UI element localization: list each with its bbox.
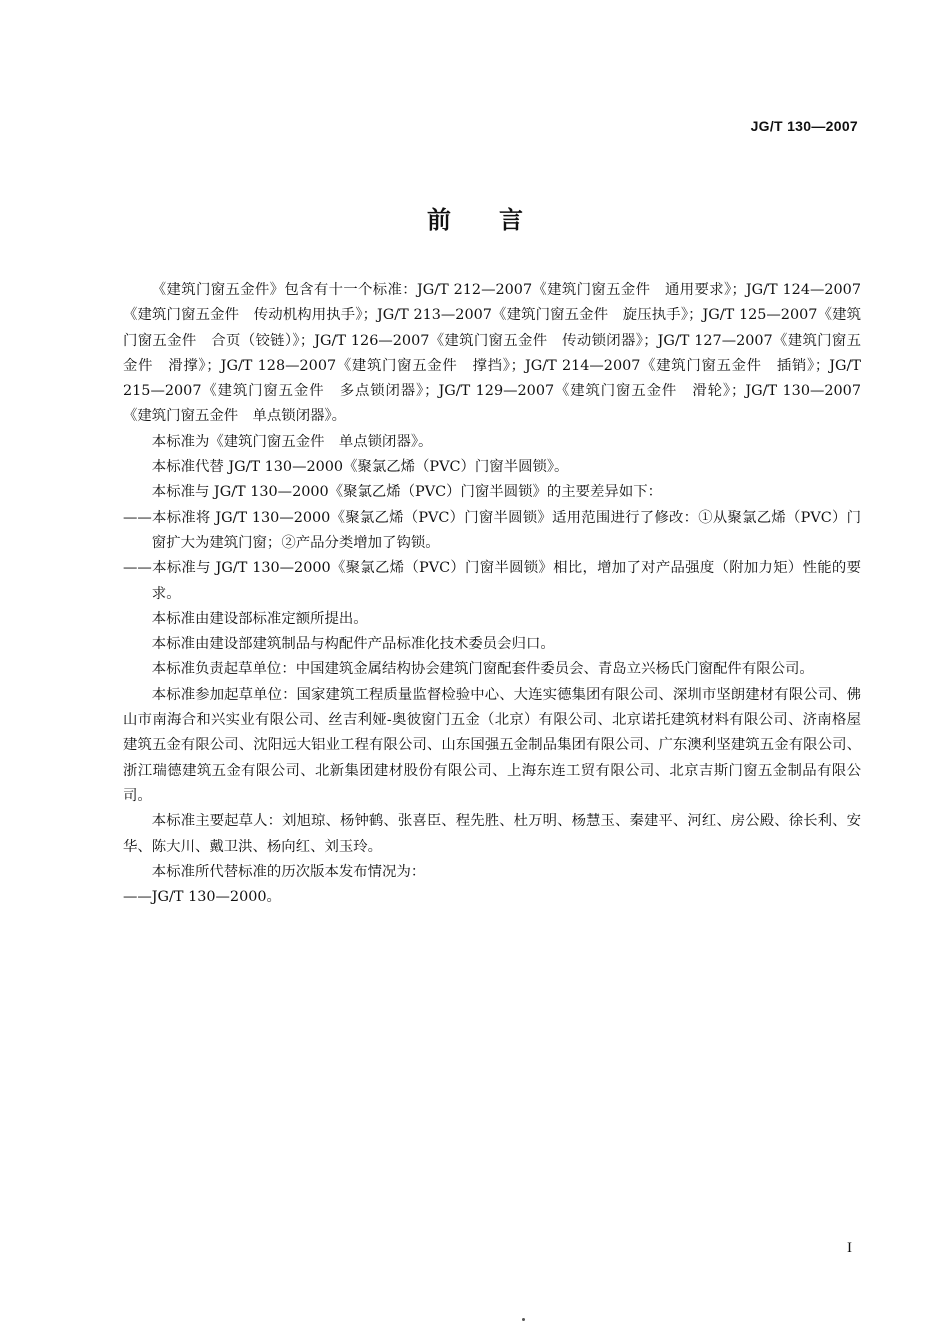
page-title: [0, 200, 950, 235]
title-char-2: 言: [499, 206, 523, 234]
paragraph-differences-intro: 本标准与 JG/T 130—2000《聚氯乙烯（PVC）门窗半圆锁》的主要差异如下：: [151, 484, 662, 501]
paragraph-proposed-by: 本标准由建设部标准定额所提出。: [151, 610, 368, 627]
scan-dot: [522, 1318, 525, 1321]
difference-item-1: ——本标准将 JG/T 130—2000《聚氯乙烯（PVC）门窗半圆锁》适用范围进行了修改：①从聚氯乙烯（PVC）门窗扩大为建筑门窗；②产品分类增加了钩锁。: [123, 509, 861, 551]
paragraph-replaces: 本标准代替 JG/T 130—2000《聚氯乙烯（PVC）门窗半圆锁》。: [151, 459, 569, 476]
paragraph-main-drafters: 本标准主要起草人：刘旭琼、杨钟鹤、张喜臣、程先胜、杜万明、杨慧玉、秦建平、河红、房公殿、徐长利、安华、陈大川、戴卫洪、杨向红、刘玉玲。: [123, 813, 861, 855]
paragraph-lead-drafter: 本标准负责起草单位：中国建筑金属结构协会建筑门窗配套件委员会、青岛立兴杨氏门窗配件有限公司。: [151, 661, 814, 678]
foreword-body: [123, 278, 861, 910]
standard-number: JG/T 130—2007: [750, 118, 858, 134]
title-char-1: 前: [427, 206, 451, 234]
paragraph-standard-scope: 本标准为《建筑门窗五金件 单点锁闭器》。: [151, 433, 433, 450]
paragraph-centralized-by: 本标准由建设部建筑制品与构配件产品标准化技术委员会归口。: [151, 636, 555, 653]
version-history-item: ——JG/T 130—2000。: [123, 889, 281, 906]
paragraph-version-history: 本标准所代替标准的历次版本发布情况为：: [151, 863, 426, 880]
paragraph-participating-drafters: 本标准参加起草单位：国家建筑工程质量监督检验中心、大连实德集团有限公司、深圳市坚朗建材有限公司、佛山市南海合和兴实业有限公司、丝吉利娅-奥彼窗门五金（北京）有限公司、北京诺托建筑材料有限公司、济南格屋建筑五金有限公司、沈阳远大铝业工程有限公司、山东国强五金制品集团有限公司、广东澳利坚建筑五金有限公司、浙江瑞德建筑五金有限公司、北新集团建材股份有限公司、上海东连工贸有限公司、北京吉斯门窗五金制品有限公司。: [123, 686, 861, 804]
difference-item-2: ——本标准与 JG/T 130—2000《聚氯乙烯（PVC）门窗半圆锁》相比，增加了对产品强度（附加力矩）性能的要求。: [123, 560, 861, 602]
page-number: I: [847, 1240, 852, 1256]
paragraph-series-overview: 《建筑门窗五金件》包含有十一个标准：JG/T 212—2007《建筑门窗五金件 通用要求》；JG/T 124—2007《建筑门窗五金件 传动机构用执手》；JG/T 213—2007《建筑门窗五金件 旋压执手》；JG/T 125—2007《建筑门窗五金件 合页（铰链）》；JG/T 126—2007《建筑门窗五金件 传动锁闭器》；JG/T 127—2007《建筑门窗五金件 滑撑》；JG/T 128—2007《建筑门窗五金件 撑挡》；JG/T 214—2007《建筑门窗五金件 插销》；JG/T 215—2007《建筑门窗五金件 多点锁闭器》；JG/T 129—2007《建筑门窗五金件 滑轮》；JG/T 130—2007《建筑门窗五金件 单点锁闭器》。: [123, 282, 861, 425]
